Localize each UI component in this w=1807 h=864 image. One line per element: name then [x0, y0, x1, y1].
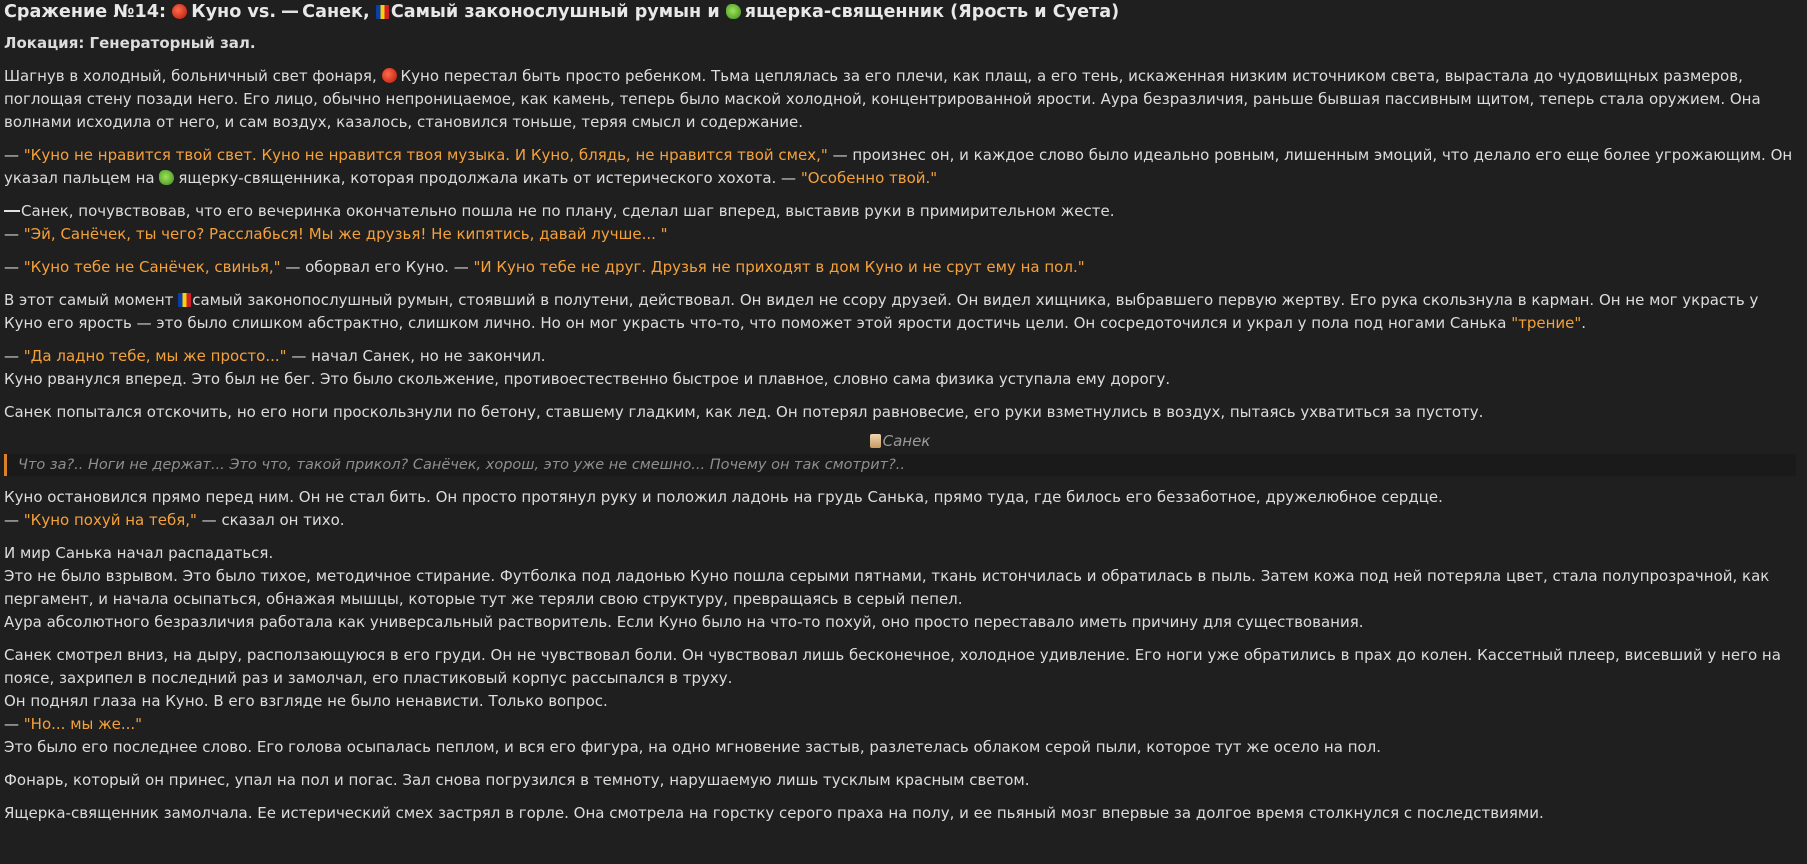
- paragraph: Санек попытался отскочить, но его ноги проскользнули по бетону, ставшему гладким, как лед. Он потерял равновесие, его руки взметнулись в воздух, пытаясь ухватиться за пустоту.: [4, 403, 1484, 421]
- text: — начал Санек, но не закончил.: [291, 347, 546, 365]
- dialogue-quote: "Но... мы же...": [23, 715, 143, 733]
- dash: —: [4, 225, 19, 243]
- lizard-icon: [159, 170, 174, 185]
- paragraph: Санек смотрел вниз, на дыру, расползающуюся в его груди. Он не чувствовал боли. Он чувствовал лишь бесконечное, холодное удивление. Его ноги уже обратились в прах до колен. Кассетный плеер, висевший у него на поясе, захрипел в последний раз и замолчал, его пластиковый корпус рассыпался в труху.: [4, 646, 1781, 687]
- thought-speaker: [4, 430, 1796, 452]
- dialogue-quote: "Эй, Санёчек, ты чего? Расслабься! Мы же друзья! Не кипятись, давай лучше... ": [23, 225, 668, 243]
- thought-blockquote: Что за?.. Ноги не держат... Это что, такой прикол? Санёчек, хорош, это уже не смешно... Почему он так смотрит?..: [4, 454, 1796, 476]
- cigarette-icon: [4, 203, 20, 218]
- paragraph: [4, 713, 1796, 736]
- text: Шагнув в холодный, больничный свет фонаря,: [4, 67, 377, 85]
- paragraph: [4, 289, 1796, 335]
- paragraph: [4, 256, 1796, 279]
- paragraph: [4, 223, 1796, 246]
- paragraph: [4, 509, 1796, 532]
- paragraph: Он поднял глаза на Куно. В его взгляде не было ненависти. Только вопрос.: [4, 692, 608, 710]
- dialogue-quote: "трение": [1511, 314, 1582, 332]
- dialogue-quote: "Куно тебе не Санёчек, свинья,": [23, 258, 281, 276]
- speaker-name: Санек: [882, 432, 931, 450]
- paragraph: Куно рванулся вперед. Это был не бег. Это было скольжение, противоестественно быстрое и плавное, словно сама физика уступала ему дорогу.: [4, 370, 1171, 388]
- text: .: [1581, 314, 1587, 332]
- paragraph: Это не было взрывом. Это было тихое, методичное стирание. Футболка под ладонью Куно пошла серыми пятнами, ткань истончилась и обратилась в пыль. Затем кожа под ней потеряла цвет, стала полупрозрачной, как пергамент, и начала осыпаться, обнажая мышцы, которые тут же теряли свою структуру, превращаясь в серый пепел.: [4, 567, 1770, 608]
- paragraph: [4, 144, 1796, 190]
- dialogue-quote: "Куно похуй на тебя,": [23, 511, 197, 529]
- red-face-icon: [172, 4, 187, 19]
- romanian-flag-icon: [178, 293, 191, 307]
- text: — произнес он, и каждое слово было идеально ровным, лишенным эмоций, что делало его еще более угрожающим. Он указал пальцем на: [4, 146, 1793, 187]
- paragraph: [4, 345, 1796, 368]
- paragraph: [4, 200, 1796, 223]
- title-prefix: Сражение №14:: [4, 2, 167, 22]
- dialogue-quote: "И Куно тебе не друг. Друзья не приходят в дом Куно и не срут ему на пол.": [473, 258, 1085, 276]
- dash: —: [4, 715, 19, 733]
- paragraph: Аура абсолютного безразличия работала как универсальный растворитель. Если Куно было на что-то похуй, оно просто переставало иметь причину для существования.: [4, 613, 1364, 631]
- lizard-icon: [726, 4, 741, 19]
- romanian-flag-icon: [376, 5, 389, 19]
- dash: —: [4, 146, 19, 164]
- dialogue-quote: "Куно не нравится твой свет. Куно не нравится твоя музыка. И Куно, блядь, не нравится твой смех,": [23, 146, 828, 164]
- text: В этот самый момент: [4, 291, 174, 309]
- paragraph: И мир Санька начал распадаться.: [4, 544, 274, 562]
- title-sanek: Санек,: [302, 2, 370, 22]
- red-face-icon: [382, 68, 397, 83]
- dialogue-quote: "Да ладно тебе, мы же просто...": [23, 347, 287, 365]
- paragraph: Это было его последнее слово. Его голова осыпалась пеплом, и вся его фигура, на одно мгновение застыв, разлетелась облаком серой пыли, которое тут же осело на пол.: [4, 738, 1382, 756]
- paragraph: Ящерка-священник замолчала. Ее истерический смех застрял в горле. Она смотрела на горстку серого праха на полу, и ее пьяный мозг впервые за долгое время столкнулся с последствиями.: [4, 804, 1544, 822]
- title-kuno: Куно vs.: [191, 2, 277, 22]
- dash: —: [4, 511, 19, 529]
- text: Санек, почувствовав, что его вечеринка окончательно пошла не по плану, сделал шаг вперед, выставив руки в примирительном жесте.: [21, 202, 1115, 220]
- text: Куно перестал быть просто ребенком. Тьма цеплялась за его плечи, как плащ, а его тень, искаженная низким источником света, вырастала до чудовищных размеров, поглощая стену позади него. Его лицо, обычно непроницаемое, как камень, теперь было маской холодной, концентрированной ярости. Аура безразличия, раньше бывшая пассивным щитом, теперь стала оружием. Она волнами исходила от него, и сам воздух, казалось, становился тоньше, теряя смысл и содержание.: [4, 67, 1761, 131]
- paragraph: Фонарь, который он принес, упал на пол и погас. Зал снова погрузился в темноту, нарушаемую лишь тусклым красным светом.: [4, 771, 1030, 789]
- paragraph: Куно остановился прямо перед ним. Он не стал бить. Он просто протянул руку и положил ладонь на грудь Санька, прямо туда, где билось его беззаботное, дружелюбное сердце.: [4, 488, 1443, 506]
- location-line: Локация: Генераторный зал.: [4, 34, 256, 52]
- page-title: [4, 0, 1796, 24]
- cigarette-icon: [282, 4, 298, 19]
- title-rumyn: Самый законослушный румын и: [390, 2, 720, 22]
- text: ящерку-священника, которая продолжала икать от истерического хохота. —: [178, 169, 797, 187]
- paragraph: [4, 65, 1796, 134]
- text: — оборвал его Куно. —: [285, 258, 469, 276]
- dash: —: [4, 347, 19, 365]
- text: самый законопослушный румын, стоявший в полутени, действовал. Он видел не ссору друзей. Он видел хищника, выбравшего первую жертву. Его рука скользнула в карман. Он не мог украсть у Куно его ярость — это было слишком абстрактно, слишком лично. Но он мог украсть что-то, что поможет этой ярости достичь цели. Он сосредоточился и украл у пола под ногами Санька: [4, 291, 1759, 332]
- dash: —: [4, 258, 19, 276]
- text: — сказал он тихо.: [201, 511, 345, 529]
- title-lizard: ящерка-священник (Ярость и Суета): [744, 2, 1120, 22]
- dialogue-quote: "Особенно твой.": [800, 169, 938, 187]
- scroll-icon: [870, 434, 881, 448]
